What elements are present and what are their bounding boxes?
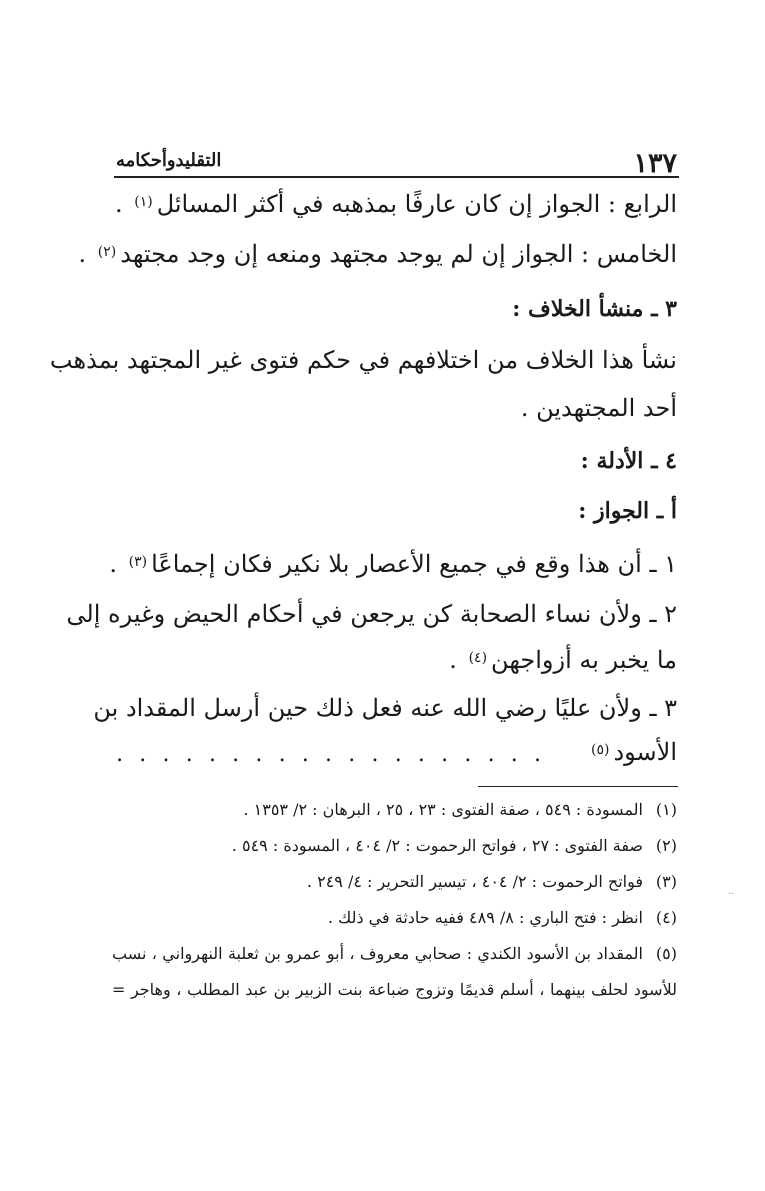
footnote-text: المسودة : ٥٤٩ ، صفة الفتوى : ٢٣ ، ٢٥ ، البرهان : ٢/ ١٣٥٣ . xyxy=(243,800,643,819)
evidence-3-line-2 xyxy=(587,738,677,766)
evidence-3-text: الأسود xyxy=(613,738,677,766)
footnote-ref-3: (٣) xyxy=(128,554,148,570)
paragraph-3-line-2: أحد المجتهدين . xyxy=(520,394,677,422)
footnote-number: (٥) xyxy=(655,944,677,963)
opinion-5-line xyxy=(78,240,677,268)
footnote-number: (١) xyxy=(655,800,677,819)
ellipsis-dots: . . . . . . . . . . . . . . . . . . . xyxy=(116,742,541,767)
period: . xyxy=(114,190,123,218)
evidence-1-line xyxy=(109,550,677,578)
footnote-1 xyxy=(243,800,677,819)
opinion-4-line xyxy=(115,190,677,218)
opinion-5-text: الخامس : الجواز إن لم يوجد مجتهد ومنعه إن وجد مجتهد xyxy=(120,240,677,268)
period: . xyxy=(449,646,457,674)
scan-mark: .. xyxy=(728,886,735,897)
evidence-3-line-1: ٣ ـ ولأن عليًا رضي الله عنه فعل ذلك حين أرسل المقداد بن xyxy=(93,694,677,722)
footnote-5 xyxy=(112,944,677,963)
evidence-2-line-1: ٢ ـ ولأن نساء الصحابة كن يرجعن في أحكام الحيض وغيره إلى xyxy=(66,600,677,628)
running-title: التقليدوأحكامه xyxy=(116,150,222,171)
header-rule xyxy=(114,176,679,178)
period: . xyxy=(109,550,117,578)
footnote-text: صفة الفتوى : ٢٧ ، فواتح الرحموت : ٢/ ٤٠٤ ، المسودة : ٥٤٩ . xyxy=(231,836,643,855)
evidence-2-text: ما يخبر به أزواجهن xyxy=(491,646,677,674)
footnote-ref-1: (١) xyxy=(134,194,153,210)
footnote-text: المقداد بن الأسود الكندي : صحابي معروف ، أبو عمرو بن ثعلبة النهرواني ، نسب xyxy=(112,944,643,963)
section-4-heading: ٤ ـ الأدلة : xyxy=(580,448,677,474)
evidence-1-text: ١ ـ أن هذا وقع في جميع الأعصار بلا نكير فكان إجماعًا xyxy=(151,550,677,578)
footnote-5-continuation: للأسود لحلف بينهما ، أسلم قديمًا وتزوج ضباعة بنت الزبير بن عبد المطلب ، وهاجر = xyxy=(112,980,677,999)
section-3-heading: ٣ ـ منشأ الخلاف : xyxy=(512,296,677,322)
footnote-4 xyxy=(328,908,677,927)
period: . xyxy=(78,240,87,268)
opinion-4-text: الرابع : الجواز إن كان عارفًا بمذهبه في أكثر المسائل xyxy=(156,190,677,218)
footnote-ref-4: (٤) xyxy=(468,650,488,666)
footnote-text: فواتح الرحموت : ٢/ ٤٠٤ ، تيسير التحرير : ٤/ ٢٤٩ . xyxy=(306,872,643,891)
footnote-3 xyxy=(307,872,677,891)
paragraph-3-line-1: نشأ هذا الخلاف من اختلافهم في حكم فتوى غير المجتهد بمذهب xyxy=(49,346,677,374)
footnote-number: (٣) xyxy=(655,872,677,891)
footnote-separator xyxy=(478,786,678,787)
subsection-a-heading: أ ـ الجواز : xyxy=(578,498,677,524)
footnote-number: (٢) xyxy=(655,836,677,855)
evidence-2-line-2 xyxy=(449,646,677,674)
footnote-ref-2: (٢) xyxy=(97,244,117,260)
footnote-ref-5: (٥) xyxy=(590,742,610,758)
footnote-2 xyxy=(232,836,677,855)
footnote-text: انظر : فتح الباري : ٨/ ٤٨٩ ففيه حادثة في ذلك . xyxy=(327,908,643,927)
footnote-number: (٤) xyxy=(655,908,677,927)
page-number: ١٣٧ xyxy=(633,148,677,179)
